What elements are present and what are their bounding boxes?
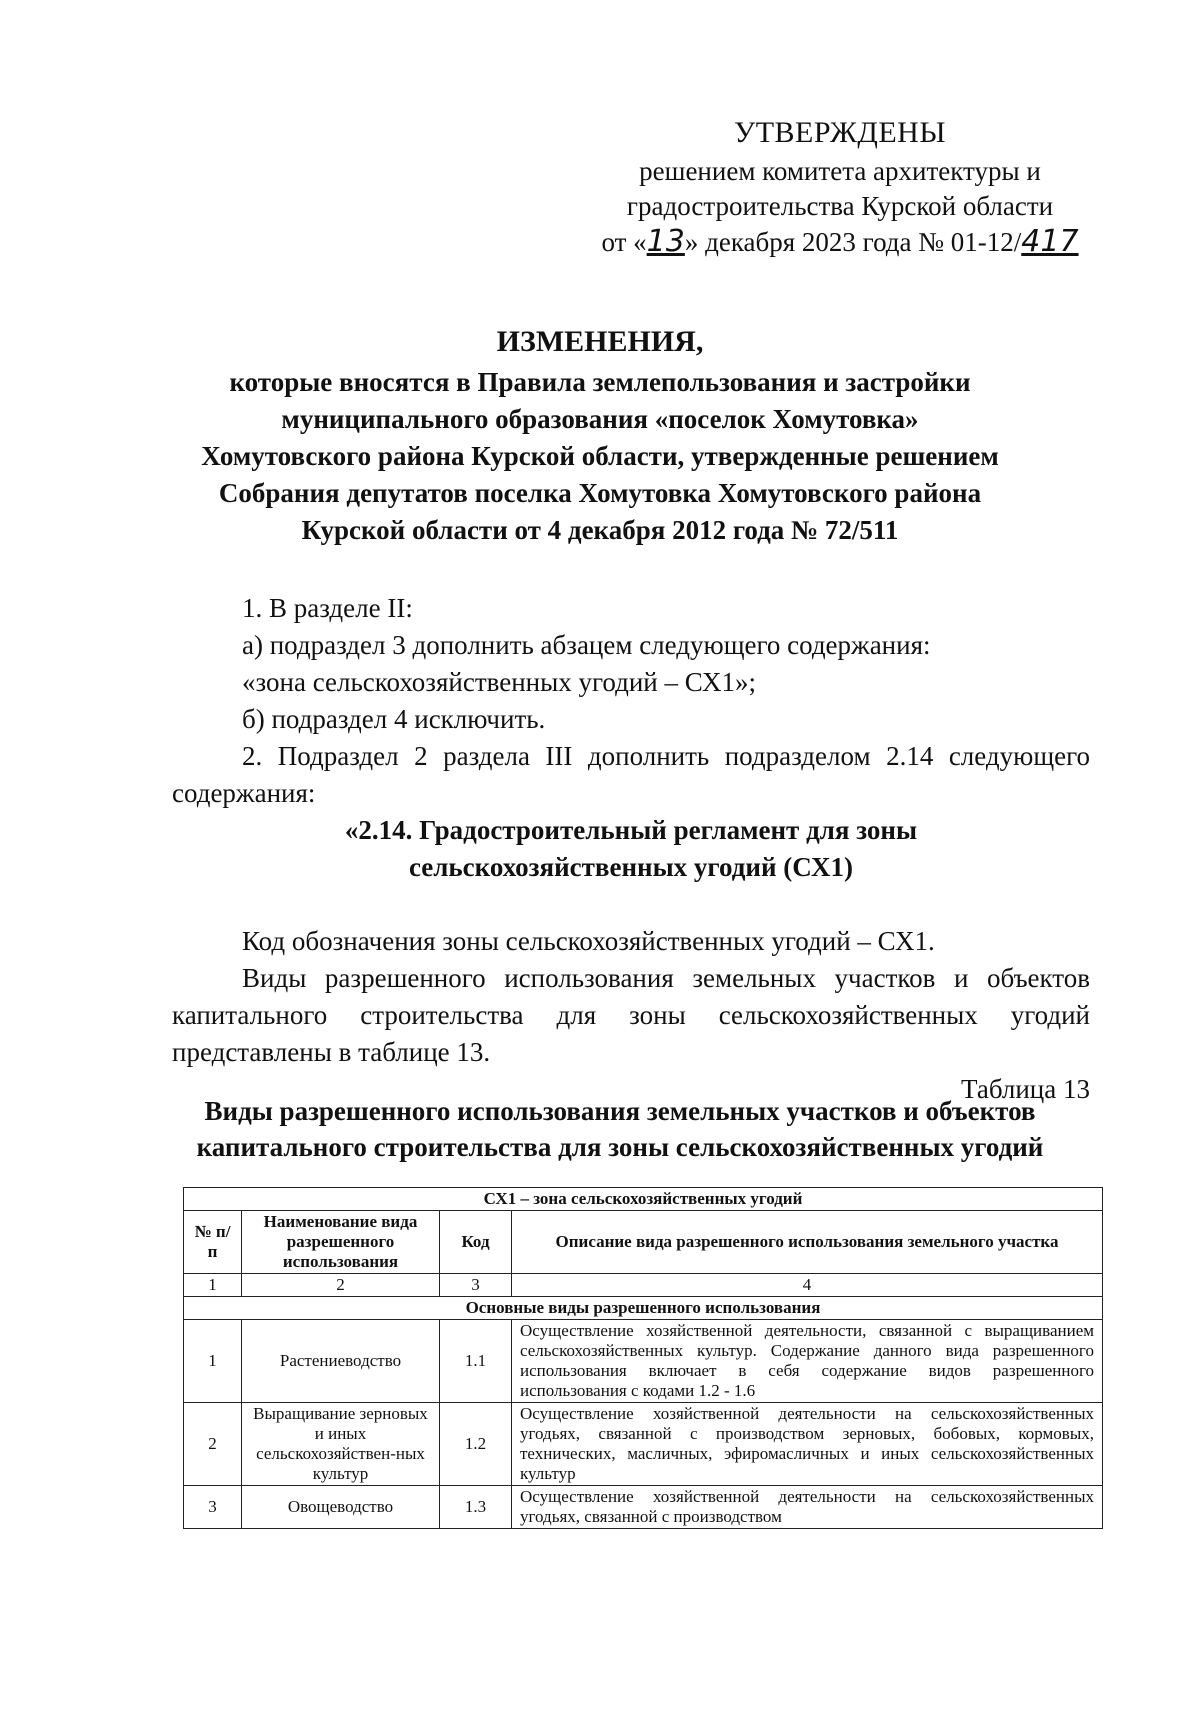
heading-line-3: Хомутовского района Курской области, утвержденные решением xyxy=(201,441,999,471)
col-number-1: 1 xyxy=(184,1274,242,1297)
row-desc: Осуществление хозяйственной деятельности на сельскохозяйственных угодьях, связанной с производством зерновых, бобовых, кормовых, технических, масличных, эфиромасличных и иных сельскохозяйственных культур xyxy=(512,1403,1103,1486)
col-header-name: Наименование вида разрешенного использования xyxy=(242,1211,440,1274)
column-header-row xyxy=(184,1211,1103,1274)
table-title-line-2: капитального строительства для зоны сельскохозяйственных угодий xyxy=(196,1132,1044,1162)
col-number-4: 4 xyxy=(512,1274,1103,1297)
paragraph-1: 1. В разделе II: xyxy=(242,593,413,623)
col-number-3: 3 xyxy=(440,1274,512,1297)
row-num: 1 xyxy=(184,1320,242,1403)
zone-header-cell: СХ1 – зона сельскохозяйственных угодий xyxy=(184,1188,1103,1211)
paragraph-4: б) подраздел 4 исключить. xyxy=(242,704,546,734)
row-code: 1.3 xyxy=(440,1486,512,1529)
approval-line-1: решением комитета архитектуры и xyxy=(639,156,1041,186)
date-middle: » декабря 2023 года № 01-12/ xyxy=(684,227,1022,257)
section-header-row xyxy=(184,1297,1103,1320)
table-row xyxy=(184,1486,1103,1529)
heading-line-5: Курской области от 4 декабря 2012 года № 72/511 xyxy=(301,515,899,545)
table-row xyxy=(184,1320,1103,1403)
section-title-line-2: сельскохозяйственных угодий (СХ1) xyxy=(408,852,854,882)
table-title-line-1: Виды разрешенного использования земельных участков и объектов xyxy=(204,1096,1036,1126)
row-code: 1.2 xyxy=(440,1403,512,1486)
approval-block xyxy=(590,112,1090,260)
paragraph-2: а) подраздел 3 дополнить абзацем следующего содержания: xyxy=(242,630,931,660)
row-name: Растениеводство xyxy=(242,1320,440,1403)
table-label: Таблица 13 xyxy=(961,1074,1090,1104)
zone-header-row xyxy=(184,1188,1103,1211)
heading-title: ИЗМЕНЕНИЯ, xyxy=(496,325,704,358)
regulation-table xyxy=(183,1187,1103,1529)
row-num: 3 xyxy=(184,1486,242,1529)
table-title xyxy=(150,1093,1090,1165)
section-title-line-1: «2.14. Градостроительный регламент для зоны xyxy=(344,815,918,845)
date-prefix: от « xyxy=(601,227,647,257)
row-desc: Осуществление хозяйственной деятельности на сельскохозяйственных угодьях, связанной с производством xyxy=(512,1486,1103,1529)
approval-title: УТВЕРЖДЕНЫ xyxy=(733,116,947,149)
col-header-num: № п/п xyxy=(184,1211,242,1274)
row-desc: Осуществление хозяйственной деятельности, связанной с выращиванием сельскохозяйственных культур. Содержание данного вида разрешенного использования включает в себя содержание видов разрешенного использования с кодами 1.2 - 1.6 xyxy=(512,1320,1103,1403)
row-name: Овощеводство xyxy=(242,1486,440,1529)
heading-line-4: Собрания депутатов поселка Хомутовка Хомутовского района xyxy=(218,478,982,508)
paragraph-7: Виды разрешенного использования земельных участков и объектов капитального строительства для зоны сельскохозяйственных угодий представлены в таблице 13. xyxy=(172,963,1090,1067)
approval-line-2: градостроительства Курской области xyxy=(626,191,1054,221)
col-number-2: 2 xyxy=(242,1274,440,1297)
paragraph-3: «зона сельскохозяйственных угодий – СХ1»; xyxy=(242,667,757,697)
heading-line-1: которые вносятся в Правила землепользования и застройки xyxy=(229,367,971,397)
handwritten-day: 13 xyxy=(646,224,685,259)
paragraph-5: 2. Подраздел 2 раздела III дополнить подразделом 2.14 следующего содержания: xyxy=(172,741,1090,808)
document-heading xyxy=(130,322,1070,549)
row-num: 2 xyxy=(184,1403,242,1486)
col-header-desc: Описание вида разрешенного использования земельного участка xyxy=(512,1211,1103,1274)
section-header-cell: Основные виды разрешенного использования xyxy=(184,1297,1103,1320)
heading-line-2: муниципального образования «поселок Хомутовка» xyxy=(281,404,919,434)
column-number-row xyxy=(184,1274,1103,1297)
col-header-code: Код xyxy=(440,1211,512,1274)
handwritten-doc-number: 417 xyxy=(1021,224,1079,259)
paragraph-6: Код обозначения зоны сельскохозяйственных угодий – СХ1. xyxy=(242,926,935,956)
row-code: 1.1 xyxy=(440,1320,512,1403)
row-name: Выращивание зерновых и иных сельскохозяйствен-ных культур xyxy=(242,1403,440,1486)
approval-date-line xyxy=(590,224,1090,260)
document-body xyxy=(172,590,1090,1108)
table-row xyxy=(184,1403,1103,1486)
